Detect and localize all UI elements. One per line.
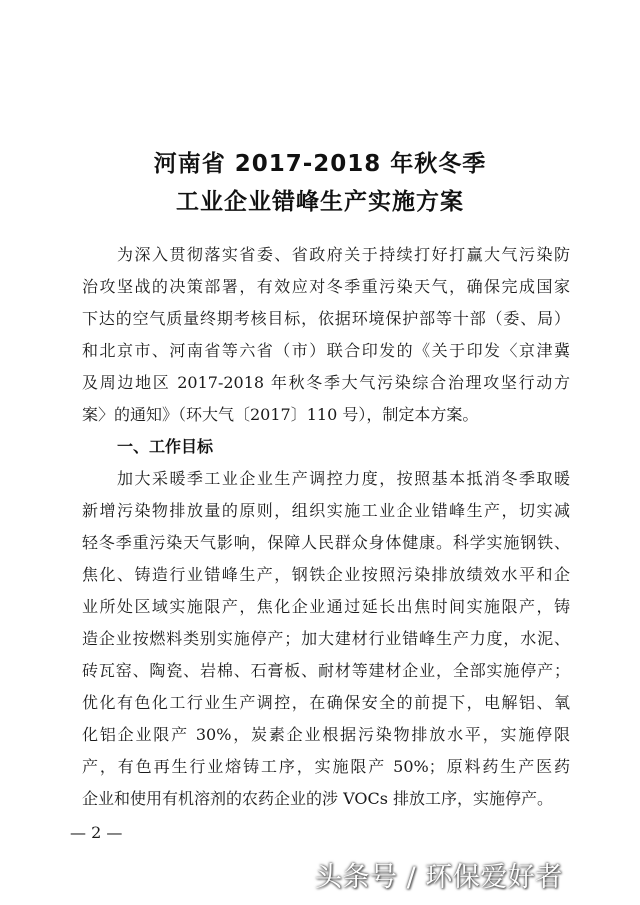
intro-line: 和北京市、河南省等六省（市）联合印发的《关于印发〈京津冀: [82, 341, 570, 360]
section-line: 造企业按燃料类别实施停产；加大建材行业错峰生产力度，水泥、: [82, 629, 570, 648]
section-line: 产，有色再生行业熔铸工序，实施限产 50%；原料药生产医药: [82, 757, 570, 776]
section-line: 企业和使用有机溶剂的农药企业的涉 VOCs 排放工序，实施停产。: [82, 789, 554, 808]
section-line: 化铝企业限产 30%，炭素企业根据污染物排放水平，实施停限: [82, 725, 570, 744]
section-line: 业所处区域实施限产，焦化企业通过延长出焦时间实施限产，铸: [82, 597, 570, 616]
section-line: 优化有色化工行业生产调控，在确保安全的前提下，电解铝、氧: [82, 693, 570, 712]
section-line: 轻冬季重污染天气影响，保障人民群众身体健康。科学实施钢铁、: [82, 533, 570, 552]
section-heading: 一、工作目标: [117, 437, 214, 456]
section-line: 新增污染物排放量的原则，组织实施工业企业错峰生产，切实减: [82, 501, 570, 520]
document-title-line-2: 工业企业错峰生产实施方案: [176, 189, 464, 215]
page-number: — 2 —: [70, 823, 123, 842]
watermark: 头条号 / 环保爱好者: [315, 862, 563, 893]
intro-line: 及周边地区 2017-2018 年秋冬季大气污染综合治理攻坚行动方: [82, 373, 570, 392]
section-line: 加大采暖季工业企业生产调控力度，按照基本抵消冬季取暖: [117, 469, 570, 488]
intro-line: 为深入贯彻落实省委、省政府关于持续打好打赢大气污染防: [117, 245, 570, 264]
document-title-line-1: 河南省 2017-2018 年秋冬季: [153, 151, 487, 177]
intro-line: 下达的空气质量终期考核目标，依据环境保护部等十部（委、局）: [82, 309, 570, 328]
section-line: 焦化、铸造行业错峰生产，钢铁企业按照污染排放绩效水平和企: [82, 565, 570, 584]
intro-line: 案〉的通知》（环大气〔2017〕110 号），制定本方案。: [82, 405, 479, 424]
section-line: 砖瓦窑、陶瓷、岩棉、石膏板、耐材等建材企业，全部实施停产；: [82, 661, 570, 680]
intro-line: 治攻坚战的决策部署，有效应对冬季重污染天气，确保完成国家: [82, 277, 570, 296]
